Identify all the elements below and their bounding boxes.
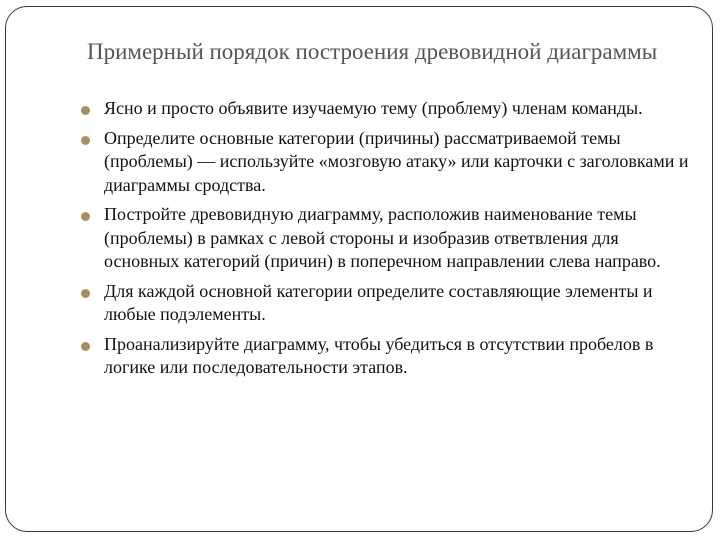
bullet-dot-icon	[81, 136, 90, 145]
slide-title: Примерный порядок построения древовидной диаграммы	[87, 39, 658, 64]
bullet-text: Ясно и просто объявите изучаемую тему (проблему) членам команды.	[104, 98, 643, 118]
bullet-text: Определите основные категории (причины) рассматриваемой темы (проблемы) — используйте «мозговую атаку» или карточки с заголовками и диаграммы сродства.	[104, 127, 689, 195]
list-item	[79, 97, 689, 121]
bullet-dot-icon	[81, 289, 90, 298]
list-item	[79, 333, 689, 380]
list-item	[79, 127, 689, 198]
bullet-text: Для каждой основной категории определите составляющие элементы и любые подэлементы.	[104, 280, 653, 324]
bullet-dot-icon	[81, 106, 90, 115]
bullet-list	[79, 97, 689, 386]
bullet-dot-icon	[81, 342, 90, 351]
list-item	[79, 203, 689, 274]
bullet-text: Постройте древовидную диаграмму, расположив наименование темы (проблемы) в рамках с левой стороны и изобразив ответвления для основных категорий (причин) в поперечном направлении слева направо.	[104, 204, 661, 271]
bullet-text: Проанализируйте диаграмму, чтобы убедиться в отсутствии пробелов в логике или последовательности этапов.	[104, 333, 654, 377]
bullet-dot-icon	[81, 212, 90, 221]
list-item	[79, 280, 689, 327]
slide	[5, 6, 713, 532]
